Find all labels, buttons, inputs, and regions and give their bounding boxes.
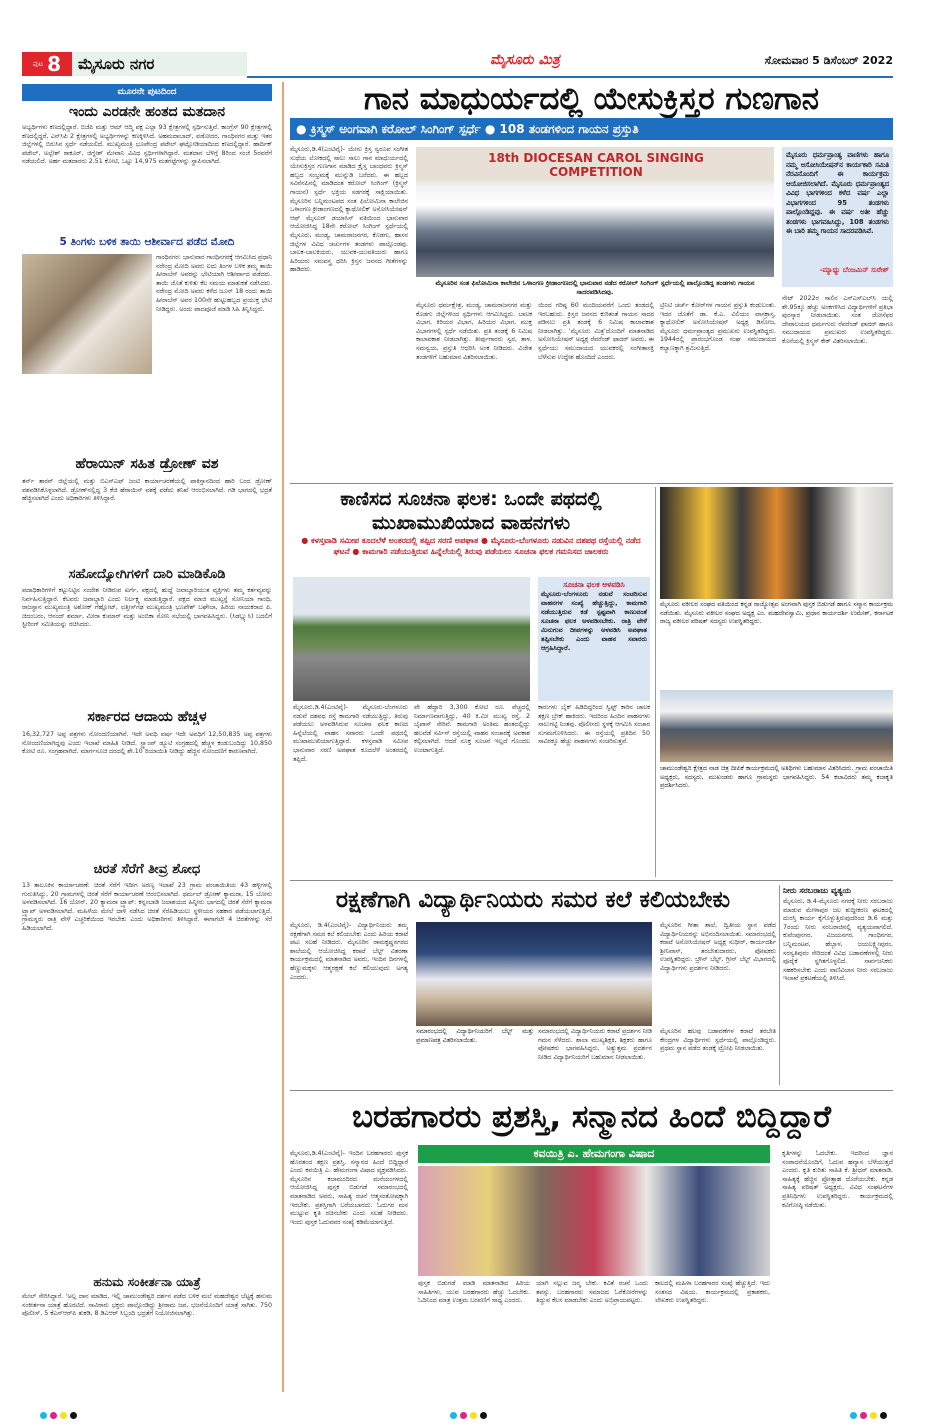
issue-date: ಸೋಮವಾರ 5 ಡಿಸೆಂಬರ್ 2022 xyxy=(764,54,893,67)
lead-sub-2: 108 ತಂಡಗಳಿಂದ ಗಾಯನ ಪ್ರಸ್ತುತಿ xyxy=(499,122,639,136)
left-headline-1: ಇಂದು ಎರಡನೇ ಹಂತದ ಮತದಾನ xyxy=(69,104,225,120)
page-label: ಪುಟ xyxy=(32,59,44,68)
black-dot xyxy=(480,1412,487,1419)
registration-marks-right xyxy=(850,1404,890,1423)
continued-banner: ಮೂರನೇ ಪುಟದಿಂದ xyxy=(22,84,272,101)
highway-photo xyxy=(293,577,530,701)
story4-subheadline: ಕವಯಿತ್ರಿ ಎ. ಹೇಮಗಂಗಾ ವಿಷಾದ xyxy=(418,1145,770,1163)
left-body-7: ಮೇಲ್ ಸೇರಿಸಿದ್ದಾರೆ. 'ಅಲ್ಲ ದಾನ ಮಾಡಿದ, ಇಲ್ಲಿ ಚಾಮುಂಡೇಶ್ವರಿ ದರ್ಶನ ಪಡೆದ ಬಳಿಕ ಮಲೆ ಮಹದೇಶ್ವರ ಬೆಟ್ಟಕ್ಕೆ ಹನುಮ ಸಂಕೀರ್ತನಾ ಯಾತ್ರೆ ಹೊರಟಿದೆ. ಸಾವಿರಾರು ಭಕ್ತರು ಪಾಲ್ಗೊಂಡಿದ್ದು ಶ್ರೀರಾಮ ಜಪ, ಭಜನೆಯೊಂದಿಗೆ ಯಾತ್ರೆ ಸಾಗಿತು. 750 ಪೊಲೀಸ್, 5 ಕೆಎಸ್‌ಆರ್‌ಪಿ ತುಕಡಿ, 8 ಡಿಎಆರ್ ಸಿಬ್ಬಂದಿ ಭದ್ರತೆಗೆ ನಿಯೋಜಿಸಲಾಗಿತ್ತು. xyxy=(22,1293,272,1318)
water-supply-text: ಮೈಸೂರು, ಡಿ.4-ಮೈಸೂರು ನಗರಕ್ಕೆ ನೀರು ಸರಬರಾಜು ಮಾಡುವ ಮೇಳಾಪುರ ಜಲ ಶುದ್ಧೀಕರಣ ಘಟಕದಲ್ಲಿ ದುರಸ್ತಿ ಕಾರ್ಯ ಕೈಗೊಳ್ಳುತ್ತಿರುವುದರಿಂದ ಡಿ.6 ಮತ್ತು 7ರಂದು ನೀರು ಸರಬರಾಜಿನಲ್ಲಿ ವ್ಯತ್ಯಯವಾಗಲಿದೆ. ಕುವೆಂಪುನಗರ, ವಿಜಯನಗರ, ಗಾಂಧಿನಗರ, ಬನ್ನಿಮಂಟಪ, ಹೆಬ್ಬಾಳ, ಜಯಲಕ್ಷ್ಮೀಪುರಂ, ಸರಸ್ವತಿಪುರಂ ಸೇರಿದಂತೆ ವಿವಿಧ ಬಡಾವಣೆಗಳಲ್ಲಿ ನೀರು ಪೂರೈಕೆ ಸ್ಥಗಿತಗೊಳ್ಳಲಿದೆ. ಸಾರ್ವಜನಿಕರು ಸಹಕರಿಸಬೇಕು ಎಂದು ವಾಣಿವಿಲಾಸ ನೀರು ಸರಬರಾಜು ಇಲಾಖೆ ಪ್ರಕಟಣೆಯಲ್ಲಿ ತಿಳಿಸಿದೆ. xyxy=(783,898,893,983)
section-divider xyxy=(290,483,893,484)
lead-headline: ಗಾನ ಮಾಧುರ್ಯದಲ್ಲಿ ಯೇಸುಕ್ರಿಸ್ತರ ಗುಣಗಾನ xyxy=(364,81,819,117)
left-headline-7: ಹನುಮ ಸಂಕೀರ್ತನಾ ಯಾತ್ರೆ xyxy=(93,1275,201,1289)
left-headline-2: 5 ತಿಂಗಳು ಬಳಿಕ ತಾಯಿ ಆಶೀರ್ವಾದ ಪಡೆದ ಮೋದಿ xyxy=(59,236,235,248)
yellow-dot xyxy=(60,1412,67,1419)
signboard-box xyxy=(538,577,650,701)
header-rule xyxy=(247,76,893,78)
story2-headline: ಕಾಣಿಸದ ಸೂಚನಾ ಫಲಕ: ಒಂದೇ ಪಥದಲ್ಲಿ ಮುಖಾಮುಖಿಯಾದ ವಾಹನಗಳು xyxy=(340,488,602,534)
left-headline-6: ಚಿರತೆ ಸೆರೆಗೆ ತೀವ್ರ ಶೋಧ xyxy=(93,862,201,877)
magenta-dot xyxy=(860,1412,867,1419)
column-rule xyxy=(655,487,656,877)
signboard-box-text: ಮೈಸೂರು-ಬೆಂಗಳೂರು ನಡುವೆ ಸಂಚರಿಸುವ ವಾಹನಗಳ ಸಂಖ್ಯೆ ಹೆಚ್ಚುತ್ತಿದ್ದು, ಕಾಮಗಾರಿ ನಡೆಯುತ್ತಿರುವ ಕಡೆ ಸ್ಪಷ್ಟವಾಗಿ ಕಾಣುವಂತೆ ಸೂಚನಾ ಫಲಕ ಅಳವಡಿಸಬೇಕು. ರಾತ್ರಿ ವೇಳೆ ಮಿನುಗುವ ದೀಪಗಳನ್ನು ಅಳವಡಿಸಿ ಅಪಘಾತ ತಪ್ಪಿಸಬೇಕು ಎಂದು ವಾಹನ ಸವಾರರು ಆಗ್ರಹಿಸಿದ್ದಾರೆ. xyxy=(541,590,647,652)
left-headline-5: ಸರ್ಕಾರದ ಆದಾಯ ಹೆಚ್ಚಳ xyxy=(87,709,207,725)
story4-col-3: ಯಾಗಿ ಸಲ್ಲುವ ಜನ್ಮ ಬೇಕು. ಕವಿತೆ ರಚನೆ ಒಂದು ತಪಸ್ಸು. ಬರಹಗಾರರು ಸಮಾಜದ ಓರೆಕೋರೆಗಳನ್ನು ತಿದ್ದುವ ಕೆಲಸ ಮಾಡಬೇಕು ಎಂದು ಅಭಿಪ್ರಾಯಪಟ್ಟರು. xyxy=(536,1280,648,1305)
story3-headline: ರಕ್ಷಣೆಗಾಗಿ ವಿದ್ಯಾರ್ಥಿನಿಯರು ಸಮರ ಕಲೆ ಕಲಿಯಬೇಕು xyxy=(335,887,731,913)
story4-headline: ಬರಹಗಾರರು ಪ್ರಶಸ್ತಿ, ಸನ್ಮಾನದ ಹಿಂದೆ ಬಿದ್ದಿದ್ದಾರೆ xyxy=(351,1099,832,1135)
lead-col-3: ಯಿಂದ ಗರಿಷ್ಠ 60 ಮಂದಿಯವರೆಗೆ ಒಂದು ತಂಡದಲ್ಲಿ ಇರಬಹುದು. ಕ್ರಿಸ್ತರ ಜನನದ ಕುರಿತಂತೆ ಗಾಯನ ಸಾದರ ಪಡಿಸಲು ಪ್ರತಿ ತಂಡಕ್ಕೆ 6 ನಿಮಿಷ ಕಾಲಾವಕಾಶ ನೀಡಲಾಗಿತ್ತು. 'ಮೈಸೂರು ಮಿತ್ರ'ದೊಂದಿಗೆ ಮಾತನಾಡಿದ ಅಸೋಸಿಯೇಷನ್ ಅಧ್ಯಕ್ಷ ರೆವರೆಂಡ್ ಫಾದರ್ ಅವರು, ಈ ಸ್ಪರ್ಧೆಯು ಸಮುದಾಯದ ಯುವಕರಲ್ಲಿ ಸಂಗೀತಾಸಕ್ತಿ ಬೆಳೆಸುವ ಉದ್ದೇಶ ಹೊಂದಿದೆ ಎಂದರು. xyxy=(538,302,654,361)
left-body-5: 16,32,727 ಅಪ್ಪ ಪತ್ರಗಳು ನೋಂದಣಿಯಾಗಿವೆ. ಇದೇ ಅವಧಿ ವರ್ಷ ಇದೇ ಅವಧಿಗೆ 12,50,835 ಅಪ್ಪ ಪತ್ರಗಳು ನೋಂದಣಿಯಾಗಿದ್ದವು ಎಂದು ಇಲಾಖೆ ಮಾಹಿತಿ ನೀಡಿದೆ. ಸ್ಟ್ಯಾಂಪ್ ಡ್ಯೂಟಿ ಸಂಗ್ರಹದಲ್ಲಿ ಹೆಚ್ಚಳ ಕಂಡುಬಂದಿದ್ದು 10,850 ಕೋಟಿ ರೂ. ಸಂಗ್ರಹವಾಗಿದೆ. ಮಾರ್ಗಸೂಚಿ ದರದಲ್ಲಿ ಶೇ.10 ರಿಯಾಯಿತಿ ನೀಡಿದ್ದು ಹೆಚ್ಚಿನ ನೋಂದಣಿಗೆ ಕಾರಣವಾಗಿದೆ. xyxy=(22,731,272,756)
art-caption: ಚಾಮುಂಡೇಶ್ವರಿ ಕ್ಷೇತ್ರದ ನಾಡ ಚಿತ್ರ ದೀಪಿಕೆ ಕಾರ್ಯಕ್ರಮದಲ್ಲಿ ಅತಿಥಿಗಳು ಬಹುಮಾನ ವಿತರಿಸಿದರು. ಗ್ರಾಮ ಪಂಚಾಯಿತಿ ಅಧ್ಯಕ್ಷರು, ಸದಸ್ಯರು, ಮುಖಂಡರು ಹಾಗೂ ಗ್ರಾಮಸ್ಥರು ಭಾಗವಹಿಸಿದ್ದರು. 54 ಕಲಾವಿದರು ತಮ್ಮ ಕಲಾಕೃತಿ ಪ್ರದರ್ಶಿಸಿದರು. xyxy=(660,765,893,790)
lead-quote-text: ಮೈಸೂರು ಧರ್ಮಪ್ರಾಂತ್ಯ ವಾಣಿಗಳು ಹಾಗೂ ನಮ್ಮ ಅಸೋಸಿಯೇಷನ್‌ನ ಕಾರ್ಯಕಾರಿ ಸಮಿತಿ ನೆರವಿನೊಂದಿಗೆ ಈ ಕಾರ್ಯಕ್ರಮ ಆಯೋಜಿಸಲಾಗಿದೆ. ಮೈಸೂರು ಧರ್ಮಪ್ರಾಂತ್ಯದ ವಿವಿಧ ಭಾಗಗಳಿಂದ ಕಳೆದ ವರ್ಷ ಎಲ್ಲಾ ವಿಭಾಗಗಳಿಂದ 95 ತಂಡಗಳು ಪಾಲ್ಗೊಂಡಿದ್ದವು. ಈ ವರ್ಷ ಅತೀ ಹೆಚ್ಚು ತಂಡಗಳು ಭಾಗವಹಿಸಿದ್ದು, 108 ತಂಡಗಳು ಈ ಬಾರಿ ತಮ್ಮ ಗಾಯನ ಸಾದರಪಡಿಸಿವೆ. xyxy=(786,151,889,235)
lawyers-caption: ಮೈಸೂರು ವಕೀಲರ ಸಂಘದ ವತಿಯಿಂದ ಕನ್ನಡ ರಾಜ್ಯೋತ್ಸವ ಅಂಗವಾಗಿ ಪುಸ್ತಕ ಬಿಡುಗಡೆ ಹಾಗೂ ಸನ್ಮಾನ ಕಾರ್ಯಕ್ರಮ ನಡೆಯಿತು. ಮೈಸೂರು ವಕೀಲರ ಸಂಘದ ಅಧ್ಯಕ್ಷ ಎಂ. ಮಹದೇವಸ್ವಾಮಿ, ಪ್ರಧಾನ ಕಾರ್ಯದರ್ಶಿ ಉಮೇಶ್, ಕರ್ನಾಟಕ ರಾಜ್ಯ ವಕೀಲರ ಪರಿಷತ್ ಸದಸ್ಯರು ಉಪಸ್ಥಿತರಿದ್ದರು. xyxy=(660,601,893,626)
story2-col-1: ಮೈಸೂರು,ಡಿ.4(ಎಂಟಿವೈ)- ಮೈಸೂರು-ಬೆಂಗಳೂರು ನಡುವೆ ದಶಪಥ ರಸ್ತೆ ಕಾಮಗಾರಿ ನಡೆಯುತ್ತಿದ್ದು, ತಿರುವು ಪಡೆಯಲು ಅಳವಡಿಸಿರುವ ಸೂಚನಾ ಫಲಕ ಕಾಣದ ಹಿನ್ನೆಲೆಯಲ್ಲಿ ವಾಹನ ಸವಾರರು ಒಂದೇ ಪಥದಲ್ಲಿ ಮುಖಾಮುಖಿಯಾಗುತ್ತಿದ್ದಾರೆ. ಕಳಸ್ತವಾಡಿ ಸಮೀಪ ಭಾನುವಾರ ಸರಣಿ ಅಪಘಾತ ಕೂದಲೆಳೆ ಅಂತರದಲ್ಲಿ ತಪ್ಪಿದೆ. xyxy=(293,704,408,763)
lead-photo-caption: ಮೈಸೂರಿನ ಸಂತ ಫಿಲೋಮಿನಾ ಕಾಲೇಜಿನ ಒಳಾಂಗಣ ಕ್ರೀಡಾಂಗಣದಲ್ಲಿ ಭಾನುವಾರ ನಡೆದ ಕರೋಲ್ ಸಿಂಗಿಂಗ್ ಸ್ಪರ್ಧೆಯಲ್ಲಿ ಪಾಲ್ಗೊಂಡಿದ್ದ ತಂಡಗಳು ಗಾಯನ ಸಾದರಪಡಿಸಿದವು. xyxy=(435,279,755,296)
lead-quote-box xyxy=(782,147,893,287)
story2-col-3: ಕಾರುಗಳು ಬೈಕ್ ಹಿಡಿದಿದ್ದರಿಂದ ಸ್ವಿಫ್ಟ್ ಕಾರಿನ ಚಾಲಕ ತಕ್ಷಣ ಬ್ರೇಕ್ ಹಾಕಿದರು. ಇದರಿಂದ ಹಿಂದಿನ ವಾಹನಗಳು ಸಾಲುಗಟ್ಟಿ ನಿಂತವು. ಪೊಲೀಸರು ಸ್ಥಳಕ್ಕೆ ಆಗಮಿಸಿ ಸಂಚಾರ ಸುಗಮಗೊಳಿಸಿದರು. ಈ ರಸ್ತೆಯಲ್ಲಿ ಪ್ರತಿದಿನ 50 ಸಾವಿರಕ್ಕೂ ಹೆಚ್ಚು ವಾಹನಗಳು ಸಂಚರಿಸುತ್ತವೆ. xyxy=(538,704,650,746)
column-rule xyxy=(779,885,780,1085)
black-dot xyxy=(70,1412,77,1419)
column-divider xyxy=(282,82,284,1392)
story3-col-1: ಮೈಸೂರು, ಡಿ.4(ಎಂಟಿವೈ)- ವಿದ್ಯಾರ್ಥಿನಿಯರು ತಮ್ಮ ರಕ್ಷಣೆಗಾಗಿ ಸಮರ ಕಲೆ ಕಲಿಯಬೇಕು ಎಂದು ಹಿರಿಯ ಕರಾಟೆ ಪಟು ಸಲಹೆ ನೀಡಿದರು. ಮೈಸೂರಿನ ರಾಮಕೃಷ್ಣನಗರದ ಶಾಲೆಯಲ್ಲಿ ಆಯೋಜಿಸಿದ್ದ ಕರಾಟೆ ಬೆಲ್ಟ್ ವಿತರಣಾ ಕಾರ್ಯಕ್ರಮದಲ್ಲಿ ಮಾತನಾಡಿದ ಅವರು, ಇಂದಿನ ದಿನಗಳಲ್ಲಿ ಹೆಣ್ಣುಮಕ್ಕಳು ಆತ್ಮರಕ್ಷಣೆ ಕಲೆ ಕಲಿಯುವುದು ಅಗತ್ಯ ಎಂದರು. xyxy=(290,922,408,981)
magenta-dot xyxy=(50,1412,57,1419)
left-body-3: ತರ್ನ್ ತಾರನ್ ಜಿಲ್ಲೆಯಲ್ಲಿ ಮತ್ತು ಬಿಎಸ್‌ಎಫ್ ಜಂಟಿ ಕಾರ್ಯಾಚರಣೆಯಲ್ಲಿ ಪಾಕಿಸ್ತಾನದಿಂದ ಹಾರಿ ಬಂದ ಡ್ರೋಣ್ ವಶಪಡಿಸಿಕೊಳ್ಳಲಾಗಿದೆ. ಡ್ರೋಣ್‌ನಲ್ಲಿದ್ದ 3 ಕೆಜಿ ಹೆರಾಯಿನ್ ವಶಕ್ಕೆ ಪಡೆದು ತನಿಖೆ ಆರಂಭಿಸಲಾಗಿದೆ. ಗಡಿ ಭಾಗದಲ್ಲಿ ಭದ್ರತೆ ಹೆಚ್ಚಿಸಲಾಗಿದೆ ಎಂದು ಅಧಿಕಾರಿಗಳು ತಿಳಿಸಿದ್ದಾರೆ. xyxy=(22,478,272,503)
lead-quote-author: -ಮ್ಯಾಥ್ಯು ಬೆಂಜಮಿನ್ ಸುರೇಶ್ xyxy=(819,266,889,274)
story3-col-3: ಸಮಾರಂಭದಲ್ಲಿ ವಿದ್ಯಾರ್ಥಿನಿಯರು ಕರಾಟೆ ಪ್ರದರ್ಶನ ನೀಡಿ ಗಮನ ಸೆಳೆದರು. ಶಾಲಾ ಮುಖ್ಯಶಿಕ್ಷಕಿ, ಶಿಕ್ಷಕರು ಹಾಗೂ ಪೋಷಕರು ಭಾಗವಹಿಸಿದ್ದರು. ಅತ್ಯುತ್ತಮ ಪ್ರದರ್ಶನ ನೀಡಿದ ವಿದ್ಯಾರ್ಥಿನಿಯರಿಗೆ ಬಹುಮಾನ ನೀಡಲಾಯಿತು. xyxy=(538,1028,652,1061)
yellow-dot xyxy=(470,1412,477,1419)
magenta-dot xyxy=(460,1412,467,1419)
cyan-dot xyxy=(40,1412,47,1419)
cyan-dot xyxy=(850,1412,857,1419)
section-divider xyxy=(290,1090,893,1091)
story4-col-4: ಕಾಲದಲ್ಲಿ ಮಹಿಳಾ ಬರಹಗಾರರ ಸಂಖ್ಯೆ ಹೆಚ್ಚುತ್ತಿದೆ. ಇದು ಸಂತಸದ ವಿಷಯ. ಕಾರ್ಯಕ್ರಮದಲ್ಲಿ ಪ್ರಕಾಶಕರು, ಲೇಖಕರು ಉಪಸ್ಥಿತರಿದ್ದರು. xyxy=(655,1280,770,1305)
lead-subheadline-bar xyxy=(290,118,893,140)
carol-singing-photo xyxy=(416,147,774,277)
carol-banner-text: 18th DIOCESAN CAROL SINGING COMPETITION xyxy=(488,151,704,179)
lead-col-1: ಮೈಸೂರು,ಡಿ.4(ಎಂಟಿವೈ)- ಯೇಸು ಕ್ರಿಸ್ತ ಸ್ವರೂಪ ಸಂಗೀತ ಸುಧೆಯ ಲೋಕದಲ್ಲಿ ಸಾಲು ಸಾಲು ಗಾನ ಮಾಧುರ್ಯದಲ್ಲಿ ಯೇಸುಕ್ರಿಸ್ತರ ಗುಣಗಾನ ಮಾಡಿದ ಕ್ರೈಸ್ತ ಬಾಂಧವರು ಕ್ರಿಸ್ಮಸ್ ಹಬ್ಬದ ಸಂಭ್ರಮಕ್ಕೆ ಮುನ್ನುಡಿ ಬರೆದರು. ಈ ಹಬ್ಬದ ಸವಿನೆನಪಿನಲ್ಲಿ ಮಾಡಿದಂತ ಕರೋಲ್ ಸಿಂಗಿಂಗ್ (ಕ್ರಿಸ್ಮಸ್ ಗಾಯನ) ಸ್ಪರ್ಧೆ ಭಕ್ತಿಯ ಸಡಗರಕ್ಕೆ ಸಾಕ್ಷಿಯಾಯಿತು. ಮೈಸೂರಿನ ಬನ್ನಿಮಂಟಪದ ಸಂತ ಫಿಲೋಮಿನಾ ಕಾಲೇಜಿನ ಒಳಾಂಗಣ ಕ್ರೀಡಾಂಗಣದಲ್ಲಿ ಕ್ಯಾಥೋಲಿಕ್ ಅಸೋಸಿಯೇಷನ್ ಆಫ್ ಮೈಸೂರ್ ಡಯಾಸಿಸ್ ವತಿಯಿಂದ ಭಾನುವಾರ ಆಯೋಜಿಸಿದ್ದ 18ನೇ ಕರೋಲ್ ಸಿಂಗಿಂಗ್ ಸ್ಪರ್ಧೆಯಲ್ಲಿ ಮೈಸೂರು, ಮಂಡ್ಯ, ಚಾಮರಾಜನಗರ, ಕೊಡಗು, ಹಾಸನ ಜಿಲ್ಲೆಗಳ ವಿವಿಧ ಚರ್ಚುಗಳ ತಂಡಗಳು ಪಾಲ್ಗೊಂಡವು. ಬಾಲಕ-ಬಾಲಕಿಯರು, ಯುವಕ-ಯುವತಿಯರು ಹಾಗೂ ಹಿರಿಯರು ಸಮವಸ್ತ್ರ ಧರಿಸಿ ಕ್ರಿಸ್ತನ ಜನನದ ಗೀತೆಗಳನ್ನು ಹಾಡಿದರು. xyxy=(290,146,408,274)
karate-caption: ಸಮಾರಂಭದಲ್ಲಿ ವಿದ್ಯಾರ್ಥಿನಿಯರಿಗೆ ಬೆಲ್ಟ್ ಮತ್ತು ಪ್ರಮಾಣಪತ್ರ ವಿತರಿಸಲಾಯಿತು. xyxy=(416,1028,534,1044)
story4-right: ಕೃತಿಗಳನ್ನು ಓದಬೇಕು. ಇದರಿಂದ ಜ್ಞಾನ ಸಂಪಾದನೆಯೊಂದಿಗೆ, ಓದುವ ಹವ್ಯಾಸ ಬೆಳೆಯುತ್ತದೆ ಎಂದರು. ಕೃತಿ ಕುರಿತು ಸಾಹಿತಿ ಕೆ. ಶ್ರೀಧರ್ ಮಾತನಾಡಿ, ಸಾಹಿತ್ಯಕ್ಕೆ ಹೆಚ್ಚಿನ ಪ್ರೋತ್ಸಾಹ ದೊರೆಯಬೇಕು. ಕನ್ನಡ ಸಾಹಿತ್ಯ ಪರಿಷತ್ ಅಧ್ಯಕ್ಷರು, ವಿವಿಧ ಸಂಘಟನೆಗಳ ಪ್ರತಿನಿಧಿಗಳು ಉಪಸ್ಥಿತರಿದ್ದರು. ಕಾರ್ಯಕ್ರಮದಲ್ಲಿ ಕವಿಗೋಷ್ಠಿ ನಡೆಯಿತು. xyxy=(782,1150,893,1209)
left-body-4: ಪದಾಧಿಕಾರಿಗಳಿಗೆ ಕಟ್ಟುನಿಟ್ಟಿನ ಸಂದೇಶ ನೀಡಿರುವ ಖರ್ಗೆ, ಪಕ್ಷದಲ್ಲಿ ಹುದ್ದೆ ಜವಾಬ್ದಾರಿಯುತ ವ್ಯಕ್ತಿಗಳು ತಮ್ಮ ಕರ್ತವ್ಯವನ್ನು ನಿರ್ವಹಿಸುತ್ತಿದ್ದಾರೆ. ಕೆಲವರು ಜವಾಬ್ದಾರಿ ಎಂದು ನಿರ್ಲಕ್ಷ್ಯ ಮಾಡುತ್ತಿದ್ದಾರೆ. ಪಕ್ಷದ ಮಾಜಿ ಮುಖ್ಯಸ್ಥೆ ಸೋನಿಯಾ ಗಾಂಧಿ, ರಾಜಸ್ಥಾನ ಮುಖ್ಯಮಂತ್ರಿ ಅಶೋಕ್ ಗೆಹ್ಲೋಟ್, ಛತ್ತೀಸ್‌ಗಢ ಮುಖ್ಯಮಂತ್ರಿ ಭೂಪೇಶ್ ಬಘೇಲಾ, ಹಿರಿಯ ನಾಯಕರಾದ ಪಿ. ಚಿದಂಬರಂ, ಆನಂದ್ ಶರ್ಮಾ, ಮೀರಾ ಕುಮಾರ್ ಮತ್ತು ಅಂಬಿಕಾ ಸೋನಿ ಸಭೆಯಲ್ಲಿ ಭಾಗವಹಿಸಿದ್ದರು. (ಸಿಡಬ್ಲ್ಯುಸಿ) ಬದಲಿಗೆ ಸ್ಟೀರಿಂಗ್ ಸಮಿತಿಯನ್ನು ರಚಿಸಿದರು. xyxy=(22,587,272,629)
story4-col-2: ಪುಸ್ತಕ ಬಿಡುಗಡೆ ಮಾಡಿ ಮಾತನಾಡಿದ ಹಿರಿಯ ಸಾಹಿತಿಗಳು, ಯುವ ಬರಹಗಾರರು ಹೆಚ್ಚು ಓದಬೇಕು. ಓದಿನಿಂದ ಮಾತ್ರ ಉತ್ತಮ ಬರವಣಿಗೆ ಸಾಧ್ಯ ಎಂದರು. xyxy=(418,1280,530,1305)
page-number-tag xyxy=(22,52,72,76)
bullet-icon: ● xyxy=(296,122,311,136)
signboard-box-title: ಸೂಚನಾ ಫಲಕ ಅಳವಡಿಸಿ xyxy=(563,580,625,589)
registration-marks-center xyxy=(450,1404,490,1423)
left-headline-4: ಸಹೋದ್ಯೋಗಿಗಳಿಗೆ ದಾರಿ ಮಾಡಿಕೊಡಿ xyxy=(68,567,226,582)
lead-col-4: ಟ್ರಿನಿಟಿ ಚರ್ಚ್‌ ಕೋರ್‌ಗಳ ಗಾಯನ ಪ್ರಸ್ತುತಿ ಕಂಡುಬಂತು. ಇದರ ಜೊತೆಗೆ ಡಾ. ಕೆ.ಎ. ವಿಲಿಯಂ ವಾಸಕ್ರಾಸ್ತ, ಕ್ಯಾಥೋಲಿಕ್ ಅಸೋಸಿಯೇಷನ್ ಅಧ್ಯಕ್ಷ ಡಿಸೋಜ, ಮೈಸೂರು ಧರ್ಮಪ್ರಾಂತ್ಯದ ಪ್ರಮುಖರು ಉಪಸ್ಥಿತರಿದ್ದರು. 1944ರಲ್ಲಿ ಪ್ರಾರಂಭಗೊಂಡ ಸಂಘ ಸಮುದಾಯದ ಕಲ್ಯಾಣಕ್ಕಾಗಿ ಶ್ರಮಿಸುತ್ತಿದೆ. xyxy=(660,302,776,352)
lead-sub-1: ಕ್ರಿಸ್ಮಸ್ ಅಂಗವಾಗಿ ಕರೋಲ್ ಸಿಂಗಿಂಗ್ ಸ್ಪರ್ಧೆ xyxy=(310,122,481,136)
left-headline-3: ಹೆರಾಯಿನ್ ಸಹಿತ ಡ್ರೋಣ್ ವಶ xyxy=(75,456,219,472)
bullet-icon: ● xyxy=(484,122,500,136)
lead-col-5: ನೇಟ್ 2022ರ ಸಾಲಿನ ಎಸ್‌ಎಸ್‌ಎಲ್‌ಸಿ ಯಲ್ಲಿ ಶೇ.95ಕ್ಕೂ ಹೆಚ್ಚು ಅಂಕಗಳಿಸಿದ ವಿದ್ಯಾರ್ಥಿಗಳಿಗೆ ಪ್ರತಿಭಾ ಪುರಸ್ಕಾರ ನೀಡಲಾಯಿತು. ಸಂತ ಜೋಸೆಫರ ದೇವಾಲಯದ ಧರ್ಮಗುರು ರೆವರೆಂಡ್ ಫಾದರ್ ಹಾಗೂ ಸಮುದಾಯದ ಪ್ರಮುಖರು ಉಪಸ್ಥಿತರಿದ್ದರು. ಕೊನೆಯಲ್ಲಿ ಕ್ರಿಸ್ಮಸ್ ಕೇಕ್ ವಿತರಿಸಲಾಯಿತು. xyxy=(782,295,893,345)
page-number: 8 xyxy=(47,52,62,76)
story3-col-4: ಮೈಸೂರಿನ ಹಲವು ಬಡಾವಣೆಗಳ ಕರಾಟೆ ತರಬೇತಿ ಕೇಂದ್ರಗಳ ವಿದ್ಯಾರ್ಥಿಗಳು ಸ್ಪರ್ಧೆಯಲ್ಲಿ ಪಾಲ್ಗೊಂಡಿದ್ದರು. ಪ್ರಥಮ ಸ್ಥಾನ ಪಡೆದ ತಂಡಕ್ಕೆ ಟ್ರೋಫಿ ನೀಡಲಾಯಿತು. xyxy=(660,1028,776,1053)
story2-col-2: ವೇ ಹೆದ್ದಾರಿ 3,300 ಕೋಟಿ ರೂ. ವೆಚ್ಚದಲ್ಲಿ ನಿರ್ಮಾಣವಾಗುತ್ತಿದ್ದು, 40 ಕಿ.ಮೀ ಮುಖ್ಯ ರಸ್ತೆ, 2 ಬೈಪಾಸ್ ಸೇರಿವೆ. ಕಾಮಗಾರಿ ಅಂತಿಮ ಹಂತದಲ್ಲಿದ್ದು ಹಲವೆಡೆ ಸರ್ವಿಸ್ ರಸ್ತೆಯಲ್ಲಿ ವಾಹನ ಸಂಚಾರಕ್ಕೆ ಅವಕಾಶ ಕಲ್ಪಿಸಲಾಗಿದೆ. ಆದರೆ ಸೂಕ್ತ ಸೂಚನೆ ಇಲ್ಲದೆ ಗೊಂದಲ ಉಂಟಾಗುತ್ತಿದೆ. xyxy=(414,704,530,754)
modi-mother-photo xyxy=(22,254,152,374)
left-body-6: 13 ತಾಲೂಕಿನ ಕಾರ್ಯಾಚರಣೆ: ಚಿರತೆ ಸೆರೆಗೆ ಇದೀಗ ಅರಣ್ಯ ಇಲಾಖೆ 23 ಗ್ರಾಮ ಪಂಚಾಯಿತಿಯ 43 ಹಳ್ಳಿಗಳಲ್ಲಿ ಗುರುತಿಸಿದ್ದು, 20 ಗ್ರಾಮಗಳಲ್ಲಿ ಚಿರತೆ ಸೆರೆಗೆ ಕಾರ್ಯಾಚರಣೆ ಆರಂಭಿಸಲಾಗಿದೆ. ಥರ್ಮಲ್ ಡ್ರೋಣ್ ಕ್ಯಾಮರಾ, 15 ಬೋನು ಅಳವಡಿಸಲಾಗಿದೆ. 16 ಬೋನ್, 20 ಕ್ಯಾಮರಾ ಟ್ರ್ಯಾಪ್: ಕನ್ನಂಬಾಡಿ ಜಲಾಶಯದ ಹಿನ್ನೀರು ಭಾಗದಲ್ಲಿ ಚಿರತೆ ಸೆರೆಗೆ ಕ್ಯಾಮರಾ ಟ್ರ್ಯಾಪ್ ಅಳವಡಿಸಲಾಗಿದೆ. ಮಹಿಳೆಯ ಮೇಲೆ ದಾಳಿ ನಡೆಸಿದ ಚಿರತೆ ಸೆರೆಹಿಡಿಯಲು ಸ್ಥಳೀಯರ ಸಹಕಾರ ಪಡೆಯಲಾಗುತ್ತಿದೆ. ಗ್ರಾಮಸ್ಥರು ರಾತ್ರಿ ವೇಳೆ ಎಚ್ಚರಿಕೆಯಿಂದ ಇರಬೇಕು ಎಂದು ಅಧಿಕಾರಿಗಳು ತಿಳಿಸಿದ್ದಾರೆ. ಈಗಾಗಲೇ 4 ಚಿರತೆಗಳನ್ನು ಸೆರೆ ಹಿಡಿಯಲಾಗಿದೆ. xyxy=(22,882,272,932)
story4-col-1: ಮೈಸೂರು,ಡಿ.4(ಎಂಟಿವೈ)- ಇಂದಿನ ಬರಹಗಾರರು ಪುಸ್ತಕ ಹೊರತಂದ ತಕ್ಷಣ ಪ್ರಶಸ್ತಿ, ಸನ್ಮಾನದ ಹಿಂದೆ ಬಿದ್ದಿದ್ದಾರೆ ಎಂದು ಕವಯಿತ್ರಿ ಎ. ಹೇಮಗಂಗಾ ವಿಷಾದ ವ್ಯಕ್ತಪಡಿಸಿದರು. ಮೈಸೂರಿನ ಕಲಾಮಂದಿರದ ಮನೆಯಂಗಳದಲ್ಲಿ ಆಯೋಜಿಸಿದ್ದ ಪುಸ್ತಕ ಬಿಡುಗಡೆ ಸಮಾರಂಭದಲ್ಲಿ ಮಾತನಾಡಿದ ಅವರು, ಸಾಹಿತ್ಯ ರಚನೆ ಆತ್ಮಸಂತೋಷಕ್ಕಾಗಿ ಇರಬೇಕು. ಪ್ರಶಸ್ತಿಗಾಗಿ ಬರೆಯಬಾರದು. ಓದುಗರ ಮನ ಮುಟ್ಟುವ ಕೃತಿ ರಚಿಸಬೇಕು ಎಂದು ಸಲಹೆ ನೀಡಿದರು. ಇಂದು ಪುಸ್ತಕ ಓದುವವರ ಸಂಖ್ಯೆ ಕಡಿಮೆಯಾಗುತ್ತಿದೆ. xyxy=(290,1150,408,1226)
lawyers-felicitation-photo xyxy=(660,487,893,599)
left-body-1: ಅಭ್ಯರ್ಥಿಗಳು ಕಣದಲ್ಲಿದ್ದಾರೆ. ಬಿಜೆಪಿ ಮತ್ತು ಆಮ್‌ ಆದ್ಮಿ ಪಕ್ಷ ಎಲ್ಲಾ 93 ಕ್ಷೇತ್ರಗಳಲ್ಲಿ ಸ್ಪರ್ಧಿಸುತ್ತಿವೆ. ಕಾಂಗ್ರೆಸ್ 90 ಕ್ಷೇತ್ರಗಳಲ್ಲಿ ಕಣದಲ್ಲಿದ್ದರೆ, ಎನ್‌ಸಿಪಿ 2 ಕ್ಷೇತ್ರಗಳಲ್ಲಿ ಅಭ್ಯರ್ಥಿಗಳನ್ನು ಕಣಕ್ಕಿಳಿಸಿದೆ. ಅಹಮದಾಬಾದ್, ವಡೋದರ, ಗಾಂಧಿನಗರ ಮತ್ತು ಇತರ ಜಿಲ್ಲೆಗಳಲ್ಲಿ ಬಿರುಸಿನ ಸ್ಪರ್ಧೆ ನಡೆಯಲಿದೆ. ಮುಖ್ಯಮಂತ್ರಿ ಭೂಪೇಂದ್ರ ಪಟೇಲ್ ಘಟ್ಲೋಡಿಯಾದಿಂದ ಕಣದಲ್ಲಿದ್ದಾರೆ. ಹಾರ್ದಿಕ್ ಪಟೇಲ್, ಅಲ್ಪೇಶ್ ಠಾಕೂರ್, ಜಿಗ್ನೇಶ್ ಮೇವಾನಿ ವಿವಿಧ ಸ್ಪರ್ಧಿಗಳಾಗಿದ್ದಾರೆ. ಮತದಾನ ಬೆಳಿಗ್ಗೆ 8ರಿಂದ ಸಂಜೆ 5ರವರೆಗೆ ನಡೆಯಲಿದೆ. ಅರ್ಹ ಮತದಾರರು 2.51 ಕೋಟಿ, ಒಟ್ಟು 14,975 ಮತಗಟ್ಟೆಗಳನ್ನು ಸ್ಥಾಪಿಸಲಾಗಿದೆ. xyxy=(22,124,272,166)
story2-subheadline: ● ಕಳಸ್ತವಾಡಿ ಸಮೀಪ ಕೂದಲೆಳೆ ಅಂತರದಲ್ಲಿ ತಪ್ಪಿದ ಸರಣಿ ಅಪಘಾತ ● ಮೈಸೂರು-ಬೆಂಗಳೂರು ನಡುವಿನ ದಶಪಥ ರಸ್ತೆಯಲ್ಲಿ ನಡೆದ ಘಟನೆ ● ಕಾಮಗಾರಿ ನಡೆಯುತ್ತಿರುವ ಹಿನ್ನೆಲೆಯಲ್ಲಿ ತಿರುವು ಪಡೆಯಲು ಸೂಚನಾ ಫಲಕ ಗಮನಿಸದ ಚಾಲಕರು xyxy=(301,536,641,556)
section-title: ಮೈಸೂರು ನಗರ xyxy=(72,52,247,76)
left-body-2: ಗಾಂಧಿನಗರ: ಭಾನುವಾರ ಗಾಂಧಿನಗರಕ್ಕೆ ಆಗಮಿಸಿದ ಪ್ರಧಾನಿ ನರೇಂದ್ರ ಮೋದಿ ಅವರು ಐದು ತಿಂಗಳ ಬಳಿಕ ತಮ್ಮ ತಾಯಿ ಹೀರಾಬೆನ್ ಅವರನ್ನು ಭೇಟಿಯಾಗಿ ಆಶೀರ್ವಾದ ಪಡೆದರು. ತಾಯಿ ಜೊತೆ ಕುಳಿತು ಕೆಲ ಸಮಯ ಮಾತುಕತೆ ನಡೆಸಿದರು. ನರೇಂದ್ರ ಮೋದಿ ಅವರು ಕಳೆದ ಜೂನ್ 18 ರಂದು ತಾಯಿ ಹೀರಾಬೆನ್ ಅವರ 100ನೇ ಹುಟ್ಟುಹಬ್ಬದ ಪ್ರಯುಕ್ತ ಭೇಟಿ ನೀಡಿದ್ದರು. ಅಂದು ಪಾದಪೂಜೆ ಮಾಡಿ ಸಿಹಿ ತಿನ್ನಿಸಿದ್ದರು. xyxy=(156,254,272,313)
karate-students-photo xyxy=(416,922,652,1026)
section-divider xyxy=(290,880,893,881)
story3-col-2: ಮೈಸೂರಿನ ಗೀತಾ ಶಾಲೆ, ದ್ವಿತೀಯ ಸ್ಥಾನ ಪಡೆದ ವಿದ್ಯಾರ್ಥಿನಿಯರನ್ನು ಅಭಿನಂದಿಸಲಾಯಿತು. ಸಮಾರಂಭದಲ್ಲಿ ಕರಾಟೆ ಅಸೋಸಿಯೇಷನ್ ಅಧ್ಯಕ್ಷ ಸುಧೀರ್, ಕಾರ್ಯದರ್ಶಿ ಶ್ರೀನಿವಾಸ್, ತರಬೇತುದಾರರು, ಪೋಷಕರು ಉಪಸ್ಥಿತರಿದ್ದರು. ಬ್ರೌನ್ ಬೆಲ್ಟ್, ಗ್ರೀನ್ ಬೆಲ್ಟ್ ವಿಭಾಗದಲ್ಲಿ ವಿದ್ಯಾರ್ಥಿಗಳು ಪ್ರದರ್ಶನ ನೀಡಿದರು. xyxy=(660,922,776,972)
registration-marks-left xyxy=(40,1404,80,1423)
yellow-dot xyxy=(870,1412,877,1419)
book-release-photo xyxy=(418,1166,770,1276)
masthead-logo: ಮೈಸೂರು ಮಿತ್ರ xyxy=(490,52,560,68)
cyan-dot xyxy=(450,1412,457,1419)
art-exhibition-photo xyxy=(660,690,893,762)
black-dot xyxy=(880,1412,887,1419)
lead-col-2: ಮೈಸೂರು ಧರ್ಮಕ್ಷೇತ್ರ, ಮಂಡ್ಯ, ಚಾಮರಾಜನಗರ ಮತ್ತು ಕೊಡಗು ಜಿಲ್ಲೆಗಳಿಂದ ಸ್ಪರ್ಧಿಗಳು ಆಗಮಿಸಿದ್ದರು. ಬಾಲಕ ವಿಭಾಗ, ಕಿರಿಯರ ವಿಭಾಗ, ಹಿರಿಯರ ವಿಭಾಗ, ಮುಕ್ತ ವಿಭಾಗಗಳಲ್ಲಿ ಸ್ಪರ್ಧೆ ನಡೆಯಿತು. ಪ್ರತಿ ತಂಡಕ್ಕೆ 6 ನಿಮಿಷ ಕಾಲಾವಕಾಶ ನೀಡಲಾಗಿತ್ತು. ತೀರ್ಪುಗಾರರು ಸ್ವರ, ತಾಳ, ಸಮನ್ವಯ, ಪ್ರಸ್ತುತಿ ಆಧರಿಸಿ ಅಂಕ ನೀಡಿದರು. ವಿಜೇತ ತಂಡಗಳಿಗೆ ಬಹುಮಾನ ವಿತರಿಸಲಾಯಿತು. xyxy=(416,302,532,361)
water-supply-title: ನೀರು ಸರಬರಾಜು ವ್ಯತ್ಯಯ xyxy=(783,886,852,895)
